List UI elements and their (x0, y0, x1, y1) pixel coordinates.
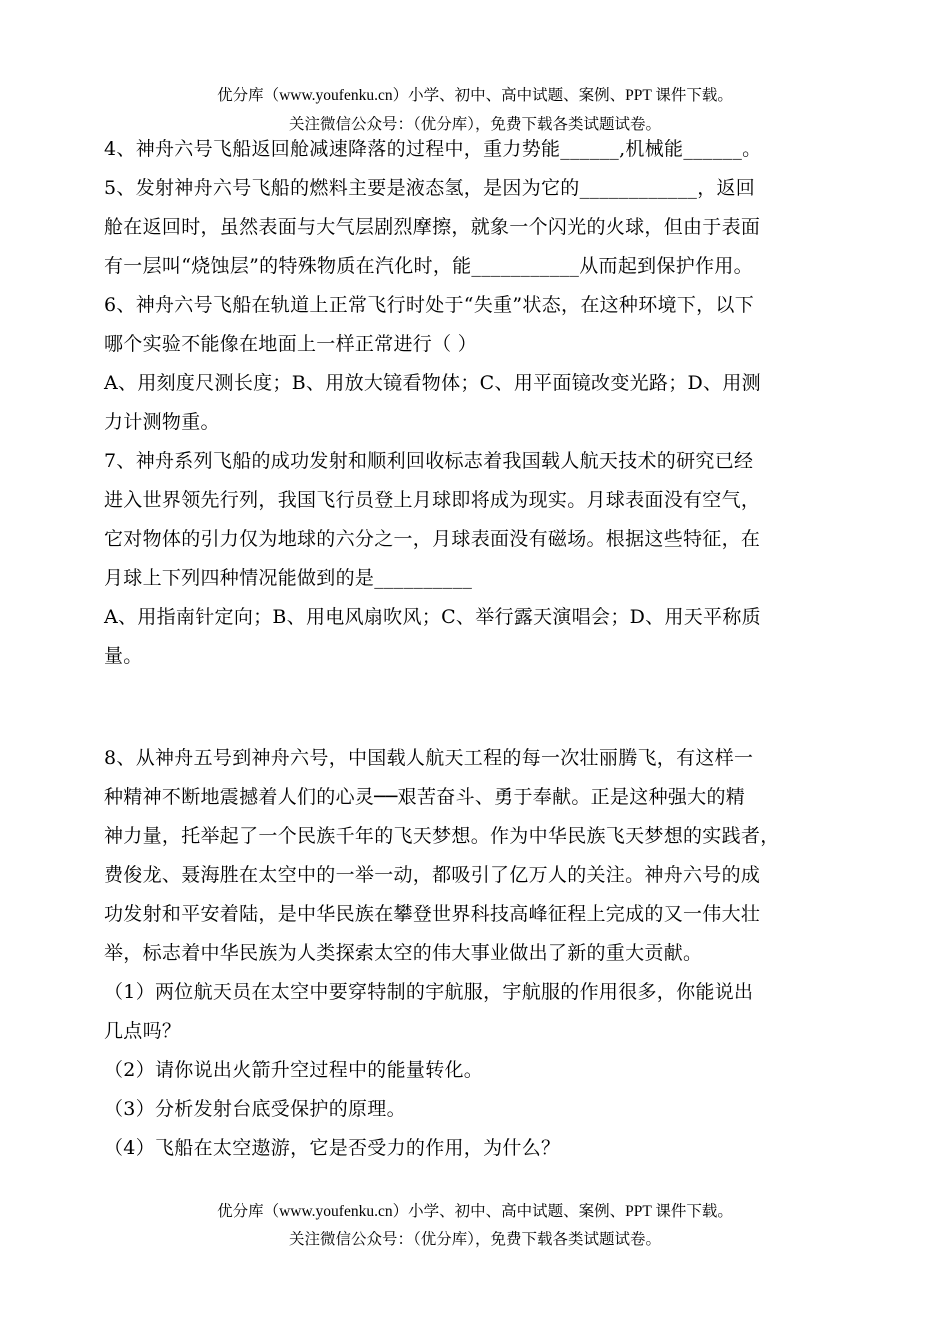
q8-sub4: （4）飞船在太空遨游，它是否受力的作用，为什么？ (104, 1137, 561, 1159)
q7-line-2: 进入世界领先行列，我国飞行员登上月球即将成为现实。月球表面没有空气， (104, 489, 761, 511)
q5-line-2: 舱在返回时，虽然表面与大气层剧烈摩擦，就象一个闪光的火球，但由于表面 (104, 216, 761, 238)
q5-line-3: 有一层叫“烧蚀层”的特殊物质在汽化时，能___________从而起到保护作用。 (104, 255, 753, 277)
q6-options-line-1: A、用刻度尺测长度；B、用放大镜看物体；C、用平面镜改变光路；D、用测 (104, 372, 761, 394)
q8-line-6: 举，标志着中华民族为人类探索太空的伟大事业做出了新的重大贡献。 (104, 942, 703, 964)
q8-line-3: 神力量，托举起了一个民族千年的飞天梦想。作为中华民族飞天梦想的实践者， (104, 825, 780, 847)
q7-options-line-2: 量。 (104, 645, 143, 667)
header-line-2: 关注微信公众号：（优分库），免费下载各类试题试卷。 (288, 116, 661, 133)
footer-line-1: 优分库（www.youfenku.cn）小学、初中、高中试题、案例、PPT 课件下载。 (217, 1203, 733, 1220)
q8-line-4: 费俊龙、聂海胜在太空中的一举一动，都吸引了亿万人的关注。神舟六号的成 (104, 864, 761, 886)
q8-line-5: 功发射和平安着陆，是中华民族在攀登世界科技高峰征程上完成的又一伟大壮 (104, 903, 761, 925)
header-line-1: 优分库（www.youfenku.cn）小学、初中、高中试题、案例、PPT 课件下载。 (217, 87, 733, 104)
q8-sub3: （3）分析发射台底受保护的原理。 (104, 1098, 406, 1120)
q7-options-line-1: A、用指南针定向；B、用电风扇吹风；C、举行露天演唱会；D、用天平称质 (104, 606, 761, 628)
q5-line-1: 5、发射神舟六号飞船的燃料主要是液态氢，是因为它的____________，返回 (104, 177, 756, 199)
q7-line-4: 月球上下列四种情况能做到的是__________ (104, 567, 473, 589)
q8-sub1-line-1: （1）两位航天员在太空中要穿特制的宇航服，宇航服的作用很多，你能说出 (104, 981, 754, 1003)
q4-line: 4、神舟六号飞船返回舱减速降落的过程中，重力势能______,机械能______。 (104, 138, 762, 160)
q6-line-2: 哪个实验不能像在地面上一样正常进行（ ） (104, 333, 478, 355)
q8-line-1: 8、从神舟五号到神舟六号，中国载人航天工程的每一次壮丽腾飞，有这样一 (104, 747, 754, 769)
footer-line-2: 关注微信公众号：（优分库），免费下载各类试题试卷。 (288, 1231, 661, 1248)
q7-line-3: 它对物体的引力仅为地球的六分之一，月球表面没有磁场。根据这些特征，在 (104, 528, 761, 550)
q8-line-2: 种精神不断地震撼着人们的心灵──艰苦奋斗、勇于奉献。正是这种强大的精 (104, 786, 746, 808)
q7-line-1: 7、神舟系列飞船的成功发射和顺利回收标志着我国载人航天技术的研究已经 (104, 450, 754, 472)
q6-options-line-2: 力计测物重。 (104, 411, 220, 433)
q6-line-1: 6、神舟六号飞船在轨道上正常飞行时处于“失重”状态，在这种环境下，以下 (104, 294, 755, 316)
q8-sub2: （2）请你说出火箭升空过程中的能量转化。 (104, 1059, 484, 1081)
q8-sub1-line-2: 几点吗？ (104, 1020, 182, 1042)
